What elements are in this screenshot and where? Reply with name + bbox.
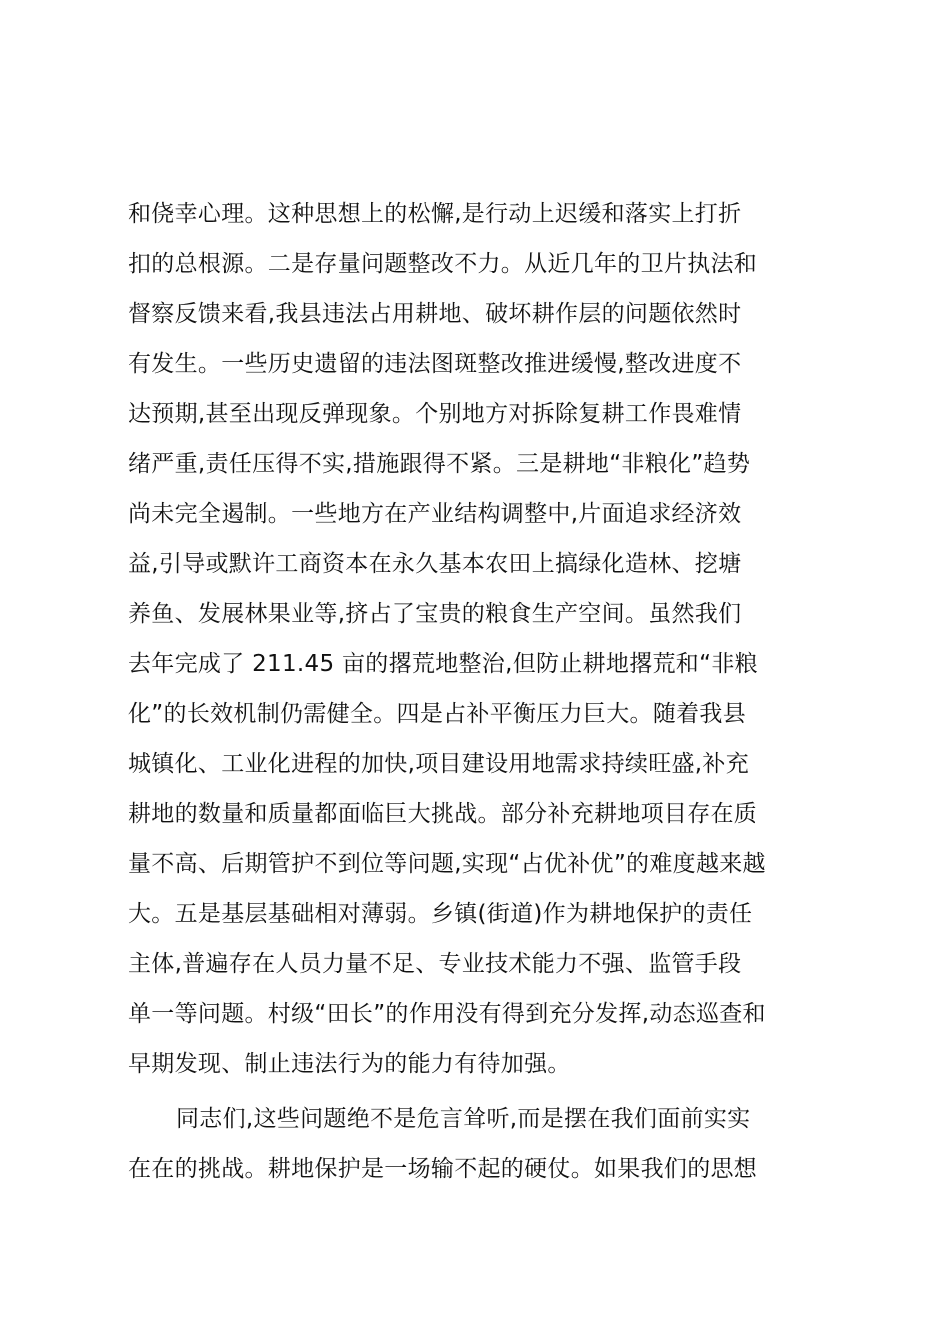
paragraph-line: 益,引导或默许工商资本在永久基本农田上搞绿化造林、挖塘	[128, 551, 742, 577]
paragraph-line: 早期发现、制止违法行为的能力有待加强。	[128, 1051, 571, 1077]
paragraph-line: 化”的长效机制仍需健全。四是占补平衡压力巨大。随着我县	[128, 701, 747, 727]
paragraph-line: 养鱼、发展林果业等,挤占了宝贵的粮食生产空间。虽然我们	[128, 601, 742, 627]
paragraph-line: 城镇化、工业化进程的加快,项目建设用地需求持续旺盛,补充	[128, 751, 750, 777]
paragraph-line: 有发生。一些历史遗留的违法图斑整改推进缓慢,整改进度不	[128, 351, 742, 377]
paragraph-line: 和侥幸心理。这种思想上的松懈,是行动上迟缓和落实上打折	[128, 201, 742, 227]
paragraph-line: 去年完成了 211.45 亩的撂荒地整治,但防止耕地撂荒和“非粮	[128, 651, 758, 677]
paragraph-line: 扣的总根源。二是存量问题整改不力。从近几年的卫片执法和	[128, 251, 758, 277]
paragraph-line: 尚未完全遏制。一些地方在产业结构调整中,片面追求经济效	[128, 501, 742, 527]
paragraph-line: 督察反馈来看,我县违法占用耕地、破坏耕作层的问题依然时	[128, 301, 742, 327]
paragraph-line: 达预期,甚至出现反弹现象。个别地方对拆除复耕工作畏难情	[128, 401, 742, 427]
paragraph-line: 量不高、后期管护不到位等问题,实现“占优补优”的难度越来越	[128, 851, 766, 877]
paragraph-line: 同志们,这些问题绝不是危言耸听,而是摆在我们面前实实	[176, 1106, 751, 1132]
paragraph-line: 绪严重,责任压得不实,措施跟得不紧。三是耕地“非粮化”趋势	[128, 451, 751, 477]
paragraph-line: 单一等问题。村级“田长”的作用没有得到充分发挥,动态巡查和	[128, 1001, 766, 1027]
paragraph-line: 主体,普遍存在人员力量不足、专业技术能力不强、监管手段	[128, 951, 742, 977]
paragraph-line: 大。五是基层基础相对薄弱。乡镇(街道)作为耕地保护的责任	[128, 901, 753, 927]
paragraph-line: 耕地的数量和质量都面临巨大挑战。部分补充耕地项目存在质	[128, 801, 758, 827]
paragraph-line: 在在的挑战。耕地保护是一场输不起的硬仗。如果我们的思想	[128, 1156, 758, 1182]
